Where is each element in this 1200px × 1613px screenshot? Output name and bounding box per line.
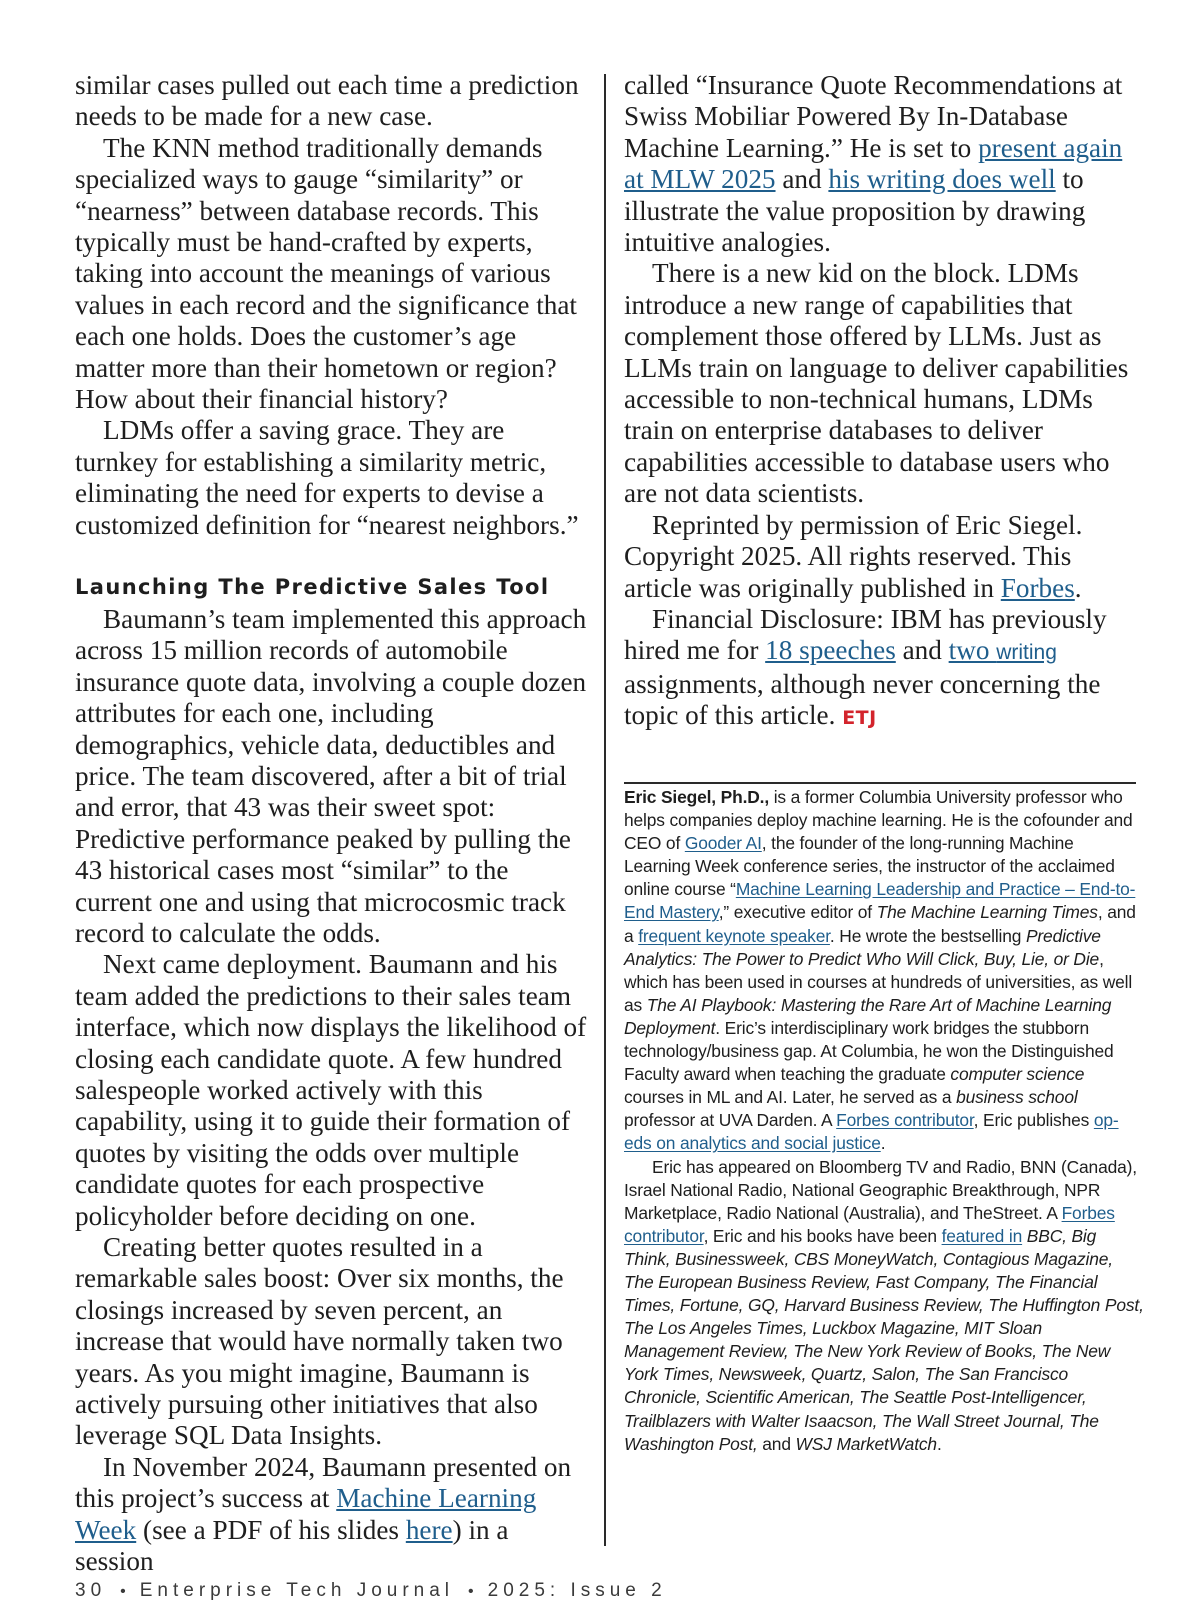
section-heading: Launching The Predictive Sales Tool xyxy=(75,575,550,600)
text-run: to illustrate the value proposition by drawing intuitive analogies. xyxy=(624,164,1086,258)
text-run: and xyxy=(757,1433,796,1454)
issue-label: 2025: Issue 2 xyxy=(487,1580,667,1601)
page-number: 30 xyxy=(75,1580,107,1601)
paragraph xyxy=(624,604,1140,735)
link-text: two xyxy=(948,635,997,666)
left-column xyxy=(75,70,587,1577)
bio-paragraph xyxy=(624,786,1144,1156)
text-run: courses in ML and AI. Later, he served as a xyxy=(624,1087,957,1108)
text-run: ,” executive editor of xyxy=(718,902,877,923)
paragraph xyxy=(75,1452,587,1578)
text-run: Reprinted by permission of Eric Siegel. Copyright 2025. All rights reserved. This article was originally published in xyxy=(624,509,1083,603)
bio-divider xyxy=(624,782,1136,784)
paragraph xyxy=(624,510,1140,604)
etj-end-mark: ETJ xyxy=(842,707,877,730)
page-footer xyxy=(75,1580,667,1602)
paragraph: Next came deployment. Baumann and his team added the predictions to their sales team interface, which now displays the likelihood of closing each candidate quote. A few hundred salespeople worked actively with this capability, using it to guide their formation of quotes by visiting the odds over multiple candidate quotes for each prospective policyholder before deciding on one. xyxy=(75,949,587,1231)
text-run: In November 2024, Baumann presented on this project’s success at xyxy=(75,1451,572,1514)
text-run: called “Insurance Quote Recommendations at Swiss Mobiliar Powered By In-Database Machine Learning.” He is set to xyxy=(624,70,1123,163)
forbes-contributor-link[interactable]: Forbes contributor xyxy=(624,1202,1115,1246)
paragraph: similar cases pulled out each time a prediction needs to be made for a new case. xyxy=(75,70,579,132)
book-title: The AI Playbook: Mastering the Rare Art of Machine Learning Deployment xyxy=(624,994,1112,1038)
paragraph: LDMs offer a saving grace. They are turnkey for establishing a similarity metric, eliminating the need for experts to devise a customized definition for “nearest neighbors.” xyxy=(75,415,579,540)
gooder-ai-link[interactable]: Gooder AI xyxy=(684,833,762,854)
op-eds-link[interactable]: op-eds on analytics and social justice xyxy=(624,1110,1119,1154)
forbes-link[interactable]: Forbes xyxy=(1000,572,1075,603)
course-link[interactable]: Machine Learning Leadership and Practice – End-to-End Mastery xyxy=(624,879,1136,923)
text-run: , the founder of the long-running Machine Learning Week conference series, the instructor of the acclaimed online course “ xyxy=(624,833,1115,900)
writing-assignments-link[interactable] xyxy=(949,635,1057,665)
writing-does-well-link[interactable]: his writing does well xyxy=(828,164,1056,195)
footer-separator: • xyxy=(120,1583,126,1600)
spacer xyxy=(75,541,587,572)
paragraph: There is a new kid on the block. LDMs introduce a new range of capabilities that complement those offered by LLMs. Just as LLMs train on language to deliver capabilities accessible to non-technical humans, LDMs train on enterprise databases to deliver capabilities accessible to database users who are not data scientists. xyxy=(624,258,1129,509)
text-run: . Eric’s interdisciplinary work bridges the stubborn technology/business gap. At Columbia, he won the Distinguished Faculty award when teaching the graduate xyxy=(624,1017,1114,1085)
footer-separator: • xyxy=(468,1583,474,1600)
right-column xyxy=(624,70,1140,735)
machine-learning-week-link[interactable]: Machine Learning Week xyxy=(75,1483,537,1545)
text-run: , and a xyxy=(624,902,1136,946)
text-run: Eric has appeared on Bloomberg TV and Radio, BNN (Canada), Israel National Radio, National Geographic Breakthrough, NPR Marketplace, Radio National (Australia), and TheStreet. A xyxy=(624,1156,1137,1223)
paragraph: The KNN method traditionally demands specialized ways to gauge “similarity” or “nearness” between database records. This typically must be hand-crafted by experts, taking into account the meanings of various values in each record and the significance that each one holds. Does the customer’s age matter more than their hometown or region? How about their financial history? xyxy=(75,132,577,415)
present-again-link[interactable]: present again at MLW 2025 xyxy=(624,132,1123,195)
speeches-link[interactable]: 18 speeches xyxy=(765,635,896,666)
paragraph: Baumann’s team implemented this approach across 15 million records of automobile insurance quote data, involving a couple dozen attributes for each one, including demographics, vehicle data, deductibles and price. The team discovered, after a bit of trial and error, that 43 was their sweet spot: Predictive performance peaked by pulling the 43 historical cases most “similar” to the current one and using that microcosmic track record to calculate the odds. xyxy=(75,603,587,948)
media-list: WSJ MarketWatch xyxy=(795,1433,937,1454)
publication-name: Enterprise Tech Journal xyxy=(139,1580,455,1601)
text-run: and xyxy=(775,164,829,195)
text-run: and xyxy=(895,635,949,666)
featured-in-link[interactable]: featured in xyxy=(941,1225,1023,1246)
text-run: ) in a session xyxy=(75,1514,509,1577)
author-bio xyxy=(624,786,1144,1456)
emphasis: computer science xyxy=(950,1064,1085,1085)
text-run: is a former Columbia University professor who helps companies deploy machine learning. He is the cofounder and CEO of xyxy=(624,787,1133,854)
text-run: . xyxy=(880,1133,886,1154)
column-divider xyxy=(604,74,606,1546)
paragraph xyxy=(624,70,1140,258)
bio-paragraph xyxy=(624,1156,1144,1456)
text-run: Financial Disclosure: IBM has previously hired me for xyxy=(624,603,1107,666)
link-text: writing xyxy=(996,641,1057,665)
emphasis: business school xyxy=(956,1087,1078,1108)
paragraph: Creating better quotes resulted in a remarkable sales boost: Over six months, the closings increased by seven percent, an increase that would have normally taken two years. As you might imagine, Baumann is actively pursuing other initiatives that also leverage SQL Data Insights. xyxy=(75,1232,564,1451)
text-run: . xyxy=(936,1433,942,1454)
text-run: , Eric publishes xyxy=(973,1110,1094,1131)
text-run: (see a PDF of his slides xyxy=(136,1514,406,1545)
slides-pdf-link[interactable]: here xyxy=(405,1514,453,1545)
book-title: Predictive Analytics: The Power to Predict Who Will Click, Buy, Lie, or Die xyxy=(624,925,1101,969)
forbes-contributor-link[interactable]: Forbes contributor xyxy=(836,1110,974,1131)
text-run: professor at UVA Darden. A xyxy=(624,1110,837,1131)
publication-title: The Machine Learning Times xyxy=(876,902,1098,923)
text-run: assignments, although never concerning the topic of this article. xyxy=(624,668,1101,731)
text-run: . He wrote the bestselling xyxy=(829,925,1026,946)
text-run: . xyxy=(1074,572,1082,603)
author-name: Eric Siegel, Ph.D., xyxy=(624,787,770,807)
keynote-speaker-link[interactable]: frequent keynote speaker xyxy=(638,925,830,946)
text-run: , Eric and his books have been xyxy=(703,1225,942,1246)
media-list: BBC, Big Think, Businessweek, CBS MoneyWatch, Contagious Magazine, The European Business Review, Fast Company, The Financial Times, Fortune, GQ, Harvard Business Review, The Huffington Post, The Los Angeles Times, Luckbox Magazine, MIT Sloan Management Review, The New York Review of Books, The New York Times, Newsweek, Quartz, Salon, The San Francisco Chronicle, Scientific American, The Seattle Post-Intelligencer, Trailblazers with Walter Isaacson, The Wall Street Journal, The Washington Post, xyxy=(624,1225,1144,1454)
text-run: , which has been used in courses at hundreds of universities, as well as xyxy=(624,948,1133,1015)
